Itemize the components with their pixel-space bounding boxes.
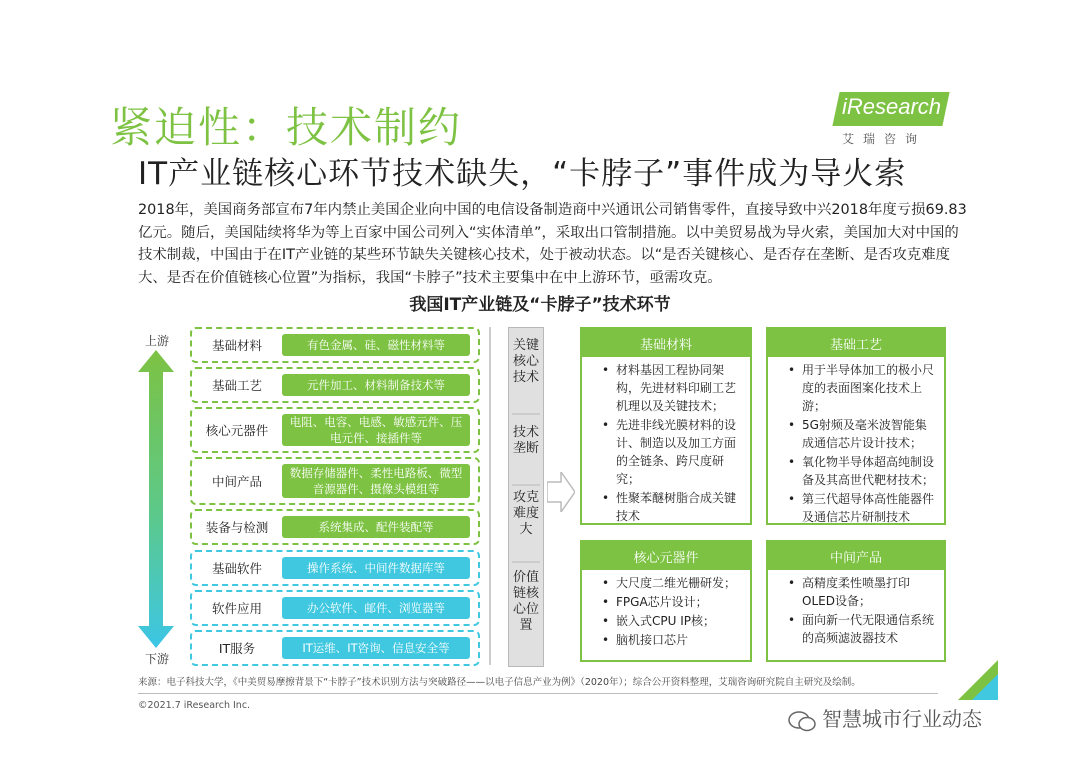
layer-content: 办公软件、邮件、浏览器等: [282, 597, 470, 619]
logo-brand-text: iResearch: [842, 94, 942, 119]
layer-row: [190, 327, 480, 363]
panel-list: [768, 574, 938, 648]
list-item: • 材料基因工程协同架构，先进材料印刷工艺机理以及关键技术；: [616, 361, 744, 415]
list-item: • 第三代超导体高性能器件及通信芯片研制技术: [802, 490, 938, 526]
panel-list: [768, 361, 938, 527]
layer-content: 电阻、电容、电感、敏感元件、压电元件、接插件等: [282, 414, 470, 446]
layer-label: 基础材料: [211, 338, 262, 353]
criteria-item: 关键核心技术: [512, 338, 539, 385]
panel-title: 基础材料: [582, 329, 750, 357]
list-item: • 氧化物半导体超高纯制设备及其高世代靶材技术；: [802, 453, 938, 489]
list-item: • 性聚苯醚树脂合成关键技术: [616, 489, 744, 525]
layer-content: 元件加工、材料制备技术等: [282, 374, 470, 396]
layer-content: 有色金属、硅、磁性材料等: [282, 334, 470, 356]
panel-core-components: [580, 540, 752, 662]
upstream-downstream-arrow-icon: [138, 350, 174, 648]
layer-label: 中间产品: [211, 474, 262, 489]
layer-row: [190, 407, 480, 453]
panel-title: 基础工艺: [768, 329, 944, 357]
criteria-item: 价值链核心位置: [512, 570, 539, 633]
layer-content: 系统集成、配件装配等: [282, 516, 470, 538]
list-item: • 先进非线光膜材料的设计、制造以及加工方面的全链条、跨尺度研究；: [616, 416, 744, 488]
panel-basic-materials: [580, 327, 752, 525]
copyright-text: ©2021.7 iResearch Inc.: [138, 700, 251, 711]
criteria-dividers: [508, 327, 544, 667]
page-title: 紧迫性：技术制约: [110, 103, 463, 152]
list-item: • 高精度柔性喷墨打印OLED设备；: [802, 574, 938, 610]
layer-content: 操作系统、中间件数据库等: [282, 557, 470, 579]
axis-downstream-label: 下游: [145, 652, 170, 666]
layer-content: 数据存储器件、柔性电路板、微型音源器件、摄像头模组等: [282, 464, 470, 498]
iresearch-logo: [836, 92, 948, 152]
layer-label: 基础软件: [211, 561, 262, 576]
panel-title: 核心元器件: [582, 542, 750, 570]
layer-row: [190, 550, 480, 586]
criteria-item: 技术垄断: [512, 425, 539, 456]
layer-label: IT服务: [218, 641, 256, 656]
footer-divider: [138, 693, 938, 694]
intro-paragraph: 2018年，美国商务部宣布7年内禁止美国企业向中国的电信设备制造商中兴通讯公司销售零件，直接导致中兴2018年度亏损69.83亿元。随后，美国陆续将华为等上百家中国公司列入“实体清单”，采取出口管制措施。以中美贸易战为导火索，美国加大对中国的技术制裁，中国由于在IT产业链的某些环节缺失关键核心技术，处于被动状态。以“是否关键核心、是否存在垄断、是否攻克难度大、是否在价值链核心位置”为指标，我国“卡脖子”技术主要集中在中上游环节，亟需攻克。: [138, 202, 967, 286]
list-item: • 面向新一代无限通信系统的高频滤波器技术: [802, 611, 938, 647]
panel-list: [582, 361, 744, 526]
layer-row: [190, 590, 480, 626]
chevron-right-icon: [547, 472, 575, 512]
layer-label: 软件应用: [211, 601, 262, 616]
list-item: • 嵌入式CPU IP核；: [616, 612, 744, 630]
panel-basic-processes: [766, 327, 946, 525]
list-item: • 5G射频及毫米波智能集成通信芯片设计技术；: [802, 416, 938, 452]
criteria-item: 攻克难度大: [512, 490, 539, 537]
layer-label: 装备与检测: [205, 520, 269, 535]
panel-intermediate-products: [766, 540, 946, 662]
layer-label: 核心元器件: [205, 423, 269, 438]
list-item: • 大尺度二维光栅研发；: [616, 574, 744, 592]
wechat-icon: [788, 710, 816, 732]
layer-label: 基础工艺: [211, 378, 262, 393]
layer-content: IT运维、IT咨询、信息安全等: [282, 637, 470, 659]
layer-row: [190, 457, 480, 505]
layer-row: [190, 509, 480, 545]
panel-title: 中间产品: [768, 542, 944, 570]
bracket-divider: [484, 327, 506, 667]
list-item: • 脑机接口芯片: [616, 631, 744, 649]
layer-row: [190, 367, 480, 403]
watermark-text: 智慧城市行业动态: [822, 707, 982, 731]
layer-row: [190, 630, 480, 666]
panel-list: [582, 574, 744, 650]
list-item: • FPGA芯片设计；: [616, 593, 744, 611]
source-note: 来源：电子科技大学，《中美贸易摩擦背景下“卡脖子”技术识别方法与突破路径——以电子信息产业为例》（2020年）；综合公开资料整理，艾瑞咨询研究院自主研究及绘制。: [138, 677, 861, 688]
page-subtitle: IT产业链核心环节技术缺失，“卡脖子”事件成为导火索: [138, 156, 907, 192]
corner-triangle-icon: [948, 660, 998, 700]
axis-upstream-label: 上游: [145, 334, 170, 348]
wechat-watermark: [788, 703, 982, 732]
list-item: • 用于半导体加工的极小尺度的表面图案化技术上游；: [802, 361, 938, 415]
chart-title: 我国IT产业链及“卡脖子”技术环节: [409, 295, 671, 315]
logo-cn-text: 艾瑞咨询: [842, 132, 927, 146]
